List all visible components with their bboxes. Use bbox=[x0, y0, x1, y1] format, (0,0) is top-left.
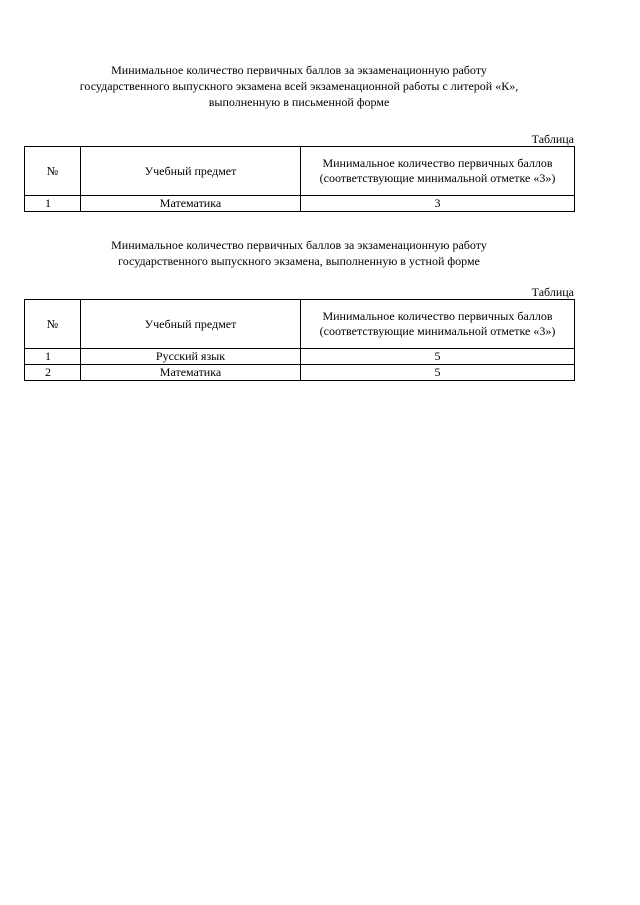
title-line: Минимальное количество первичных баллов за экзаменационную работу bbox=[111, 238, 487, 252]
row-score: 5 bbox=[301, 365, 575, 381]
written-exam-title bbox=[24, 62, 574, 110]
oral-exam-title bbox=[24, 237, 574, 269]
header-subject: Учебный предмет bbox=[81, 147, 301, 196]
header-number: № bbox=[25, 147, 81, 196]
header-number: № bbox=[25, 300, 81, 349]
row-subject: Математика bbox=[81, 196, 301, 212]
title-line: государственного выпускного экзамена всей экзаменационной работы с литерой «К», bbox=[79, 79, 519, 93]
table-row bbox=[25, 349, 575, 365]
row-subject: Математика bbox=[81, 365, 301, 381]
oral-exam-table bbox=[24, 299, 575, 381]
header-min-score: Минимальное количество первичных баллов (соответствующие минимальной отметке «3») bbox=[301, 147, 575, 196]
row-subject: Русский язык bbox=[81, 349, 301, 365]
table-caption: Таблица bbox=[531, 132, 574, 146]
header-subject: Учебный предмет bbox=[81, 300, 301, 349]
row-number: 1 bbox=[25, 349, 81, 365]
written-exam-table bbox=[24, 146, 575, 212]
title-line: государственного выпускного экзамена, выполненную в устной форме bbox=[118, 254, 480, 268]
header-min-score: Минимальное количество первичных баллов (соответствующие минимальной отметке «3») bbox=[301, 300, 575, 349]
title-line: Минимальное количество первичных баллов за экзаменационную работу bbox=[111, 63, 487, 77]
table-row bbox=[25, 365, 575, 381]
table-header-row bbox=[25, 147, 575, 196]
row-score: 5 bbox=[301, 349, 575, 365]
oral-exam-section bbox=[24, 237, 574, 381]
table-header-row bbox=[25, 300, 575, 349]
row-number: 2 bbox=[25, 365, 81, 381]
table-caption: Таблица bbox=[531, 285, 574, 299]
title-line: выполненную в письменной форме bbox=[208, 95, 390, 109]
row-score: 3 bbox=[301, 196, 575, 212]
table-row bbox=[25, 196, 575, 212]
written-exam-section bbox=[24, 62, 574, 212]
row-number: 1 bbox=[25, 196, 81, 212]
